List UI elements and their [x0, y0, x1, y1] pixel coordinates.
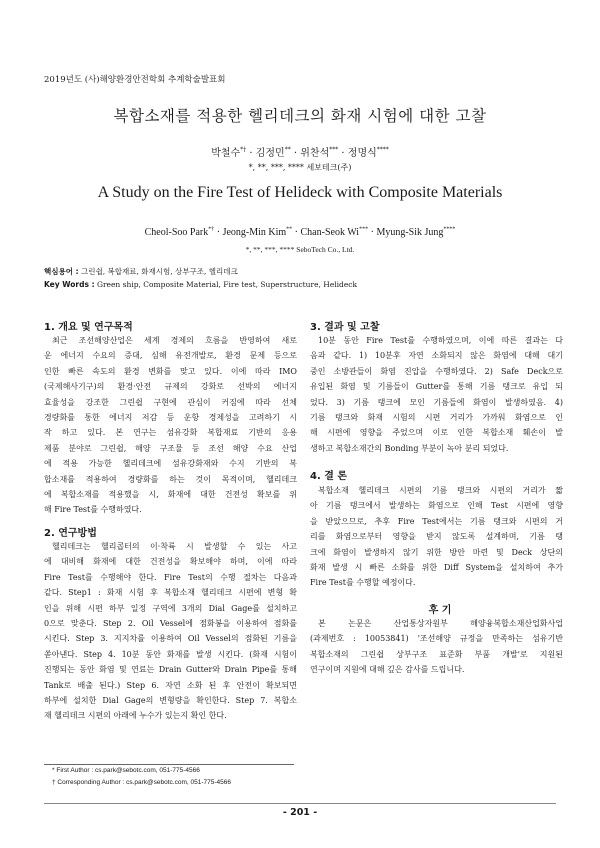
- page-number: - 201 -: [282, 807, 318, 818]
- text-line: 10분 동안 Fire Test를 수행하였으며, 이에 따른 결과는 다: [318, 336, 563, 345]
- text-line: 같다. Step1 : 화재 시험 후 복합소재 헬리데크 시편에 변형 확: [44, 588, 297, 598]
- text-line: Fire Test를 수행할 예정이다.: [310, 578, 416, 588]
- section-heading-method: 2. 연구방법: [44, 528, 97, 539]
- text-line: Fire Test를 수행해야 한다. Fire Test의 수행 절차는 다음과: [44, 572, 297, 582]
- text-line: 생하고 복합소재간의 Bonding 부분이 녹아 분리 되었다.: [310, 443, 509, 453]
- text-line: 복합소재 헬리데크 시편의 기름 탱크와 시편의 거리가 짧: [318, 486, 563, 495]
- author-4-kr: 정명식****: [347, 146, 389, 159]
- section-body-results: [310, 333, 563, 456]
- text-line: 화재 발생 시 빠른 소화를 위한 Diff System을 설치하여 추가: [310, 563, 563, 573]
- keywords-english-text: Green ship, Composite Material, Fire test, Superstructure, Helideck: [96, 280, 358, 289]
- text-line: 복합소재의 그린쉽 상부구조 표준화 부품 개발'로 지원된: [310, 649, 563, 659]
- authors-korean: 박철수*† · 김정민** · 위찬석*** · 정명식****: [211, 146, 389, 159]
- text-line: 쏟아낸다. Step 4. 10분 동안 화재를 발생 시킨다. (화재 시험이: [44, 649, 297, 659]
- paper-title-english: A Study on the Fire Test of Helideck with Composite Materials: [97, 184, 503, 201]
- author-1-kr: 박철수*†: [211, 146, 247, 159]
- text-line: 해 시편에 영향을 주었으며 이로 인한 복합소재 훼손이 발: [310, 428, 563, 438]
- text-line: 음과 같다. 1) 10분후 자연 소화되지 않은 화염에 대해 대기: [310, 351, 563, 361]
- keywords-english-label: Key Words :: [44, 280, 95, 289]
- text-line: 하부에 설치한 Dial Gage의 변형량을 확인한다. Step 7. 복합소: [44, 696, 297, 706]
- text-line: 었다. 3) 기름 탱크에 모인 기름들에 화염이 발생하였음. 4): [310, 397, 563, 407]
- text-line: 진행되는 동안 화염 및 연료는 Drain Gutter와 Drain Pipe를 통해: [44, 665, 297, 675]
- author-2-kr: 김정민**: [255, 146, 291, 159]
- paper-title-korean: 복합소재를 적용한 헬리데크의 화재 시험에 대한 고찰: [113, 107, 487, 125]
- text-line: 유입된 화염 및 기름들이 Gutter를 통해 기름 탱크로 유입 되: [310, 382, 563, 392]
- text-line: 운 에너지 수요의 증대, 심해 유전개발로, 환경 문제 등으로: [44, 351, 297, 361]
- section-body-intro: [44, 333, 297, 518]
- section-body-conclusion: [310, 483, 563, 591]
- text-line: 기름 탱크와 화재 시험의 시편 거리가 가까워 화염으로 인: [310, 413, 563, 423]
- footnote-divider: [44, 764, 294, 765]
- author-2-en: Jeong-Min Kim**: [222, 226, 293, 238]
- section-body-method: [44, 539, 297, 724]
- text-line: 아 기름 탱크에서 발생하는 화염으로 인해 Test 시편에 영향: [310, 501, 563, 511]
- keywords-english: [44, 280, 357, 289]
- text-line: 해 Fire Test를 수행하였다.: [44, 505, 142, 515]
- footnote-first-author: * First Author : cs.park@sebotc.com, 051-775-4566: [52, 767, 200, 774]
- text-line: (과제번호 : 10053841) '조선해양 규정을 만족하는 섬유기반: [310, 634, 563, 644]
- text-line: 제품 분야로 그린쉽, 해양 구조물 등 조선 해양 수요 산업: [44, 443, 297, 453]
- text-line: 0으로 맞춘다. Step 2. Oil Vessel에 점화봉을 이용하여 점화를: [44, 619, 297, 629]
- keywords-korean-label: 핵심용어 :: [44, 267, 79, 276]
- text-line: 을 받았으므로, 추후 Fire Test에서는 기름 탱크와 시편의 거: [310, 516, 563, 526]
- text-line: 리를 화염으로부터 영향을 받지 않도록 설계하며, 기름 탱: [310, 532, 563, 542]
- page-divider: [44, 803, 556, 804]
- section-heading-conclusion: 4. 결 론: [310, 471, 348, 482]
- author-1-en: Cheol-Soo Park*†: [144, 226, 215, 238]
- text-line: Tank로 배출 된다.) Step 6. 자연 소화 된 후 안전이 확보되면: [44, 680, 297, 690]
- text-line: 인을 위해 시편 하부 일정 구역에 3개의 Dial Gage를 설치하고: [44, 603, 297, 613]
- affiliation-korean: *, **, ***, **** 세보테크(주): [248, 163, 352, 172]
- text-line: 인한 빠른 속도의 환경 변화를 맞고 있다. 이에 따라 IMO: [44, 366, 297, 376]
- affiliation-english: *, **, ***, **** SeboTech Co., Ltd.: [245, 245, 355, 254]
- text-line: 연구이며 지원에 대해 깊은 감사를 드립니다.: [310, 665, 465, 675]
- section-heading-intro: 1. 개요 및 연구목적: [44, 322, 133, 333]
- keywords-korean-text: 그린쉽, 복합재료, 화재시험, 상부구조, 헬리데크: [80, 267, 238, 276]
- footnote-corresponding-author: † Corresponding Author : cs.park@sebotc.com, 051-775-4566: [52, 779, 231, 786]
- section-heading-acknowledgement: 후 기: [428, 605, 452, 616]
- text-line: 헬리데크는 헬리콥터의 이·착륙 시 발생할 수 있는 사고: [52, 542, 297, 551]
- author-3-en: Chan-Seok Wi***: [300, 226, 369, 238]
- text-line: 최근 조선해양산업은 세계 경제의 흐름을 반영하여 새로: [52, 336, 297, 345]
- conference-name: 2019년도 (사)해양환경안전학회 추계학술발표회: [44, 75, 226, 85]
- text-line: 재 헬리데크 시편의 아래에 누수가 있는지 확인 한다.: [44, 711, 227, 721]
- text-line: 크에 화염이 발생하지 않기 위한 방안 마련 및 Deck 상단의: [310, 547, 563, 557]
- text-line: 합소재를 적용하여 경량화를 하는 것이 목적이며, 헬리데크: [44, 474, 297, 484]
- text-line: 시킨다. Step 3. 지지차를 이용하여 Oil Vessel의 점화된 기름을: [44, 634, 297, 644]
- text-line: 중인 소방관들이 화염 진압을 수행하였다. 2) Safe Deck으로: [310, 366, 563, 376]
- text-line: 에 대비해 화재에 대한 건전성을 확보해야 하며, 이에 따라: [44, 557, 297, 567]
- text-line: 에 적용 가능한 헬리데크에 섬유강화재와 수지 기반의 복: [44, 459, 297, 469]
- text-line: 에 복합소재를 적용했을 시, 화재에 대한 건전성 확보를 위: [44, 490, 297, 500]
- keywords-korean: [44, 266, 238, 277]
- author-3-kr: 위찬석***: [300, 146, 339, 159]
- text-line: 효율성을 강조한 그린쉽 구현에 관심이 커짐에 따라 선체: [44, 397, 297, 407]
- text-line: 작 하고 있다. 본 연구는 섬유강화 복합재료 기반의 응용: [44, 428, 297, 438]
- authors-english: Cheol-Soo Park*† · Jeong-Min Kim** · Chan-Seok Wi*** · Myung-Sik Jung****: [144, 226, 456, 238]
- text-line: 본 논문은 산업통상자원부 해양융복합소재산업화사업: [318, 619, 563, 628]
- section-heading-results: 3. 결과 및 고찰: [310, 322, 380, 333]
- text-line: 경량화를 통한 에너지 저감 등 운항 경제성을 고려하기 시: [44, 413, 297, 423]
- text-line: (국제해사기구)의 환경·안전 규제의 강화로 선박의 에너지: [44, 382, 297, 392]
- section-body-acknowledgement: [310, 616, 563, 678]
- author-4-en: Myung-Sik Jung****: [376, 226, 456, 238]
